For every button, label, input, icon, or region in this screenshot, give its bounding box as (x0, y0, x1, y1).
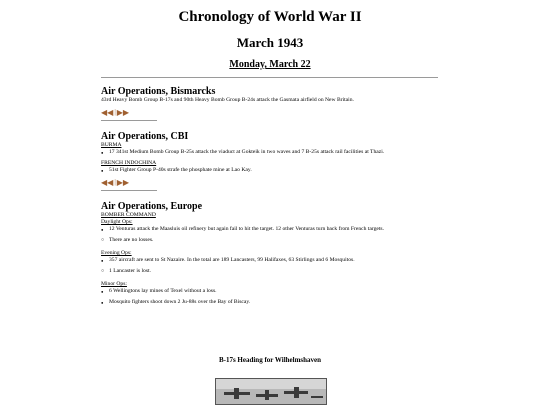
evening-list (101, 257, 441, 264)
list-item: ● 357 aircraft are sent to St Nazaire. In the total are 189 Lancasters, 99 Halifaxes, 63 Stirlings and 6 Mosquitos. (101, 257, 441, 264)
bomber-command-label: BOMBER COMMAND (101, 212, 156, 218)
nav-separator: | (114, 108, 116, 116)
date-heading: Monday, March 22 (229, 59, 311, 70)
list-item: ● 12 Venturas attack the Maasluis oil refinery but again fail to hit the target. 12 other Venturas turn back from French targets. (101, 226, 441, 233)
list-item: ● 6 Wellingtons lay mines of Texel without a loss. (101, 288, 441, 295)
section-divider (101, 120, 157, 121)
section-title: Air Operations, Bismarcks (101, 86, 216, 97)
list-item: ● 51st Fighter Group P-40s strafe the phosphate mine at Lao Kay. (101, 167, 441, 174)
photo-caption: B-17s Heading for Wilhelmshaven (218, 356, 322, 364)
b17-photo (215, 378, 327, 405)
month-heading: March 1943 (236, 35, 304, 50)
burma-label: BURMA (101, 142, 122, 148)
nav-separator: | (114, 178, 116, 186)
section-title: Air Operations, Europe (101, 201, 203, 212)
prev-nav-icon[interactable]: ◀◀ (101, 177, 114, 187)
section-europe (101, 201, 441, 306)
list-subitem: ○ 1 Lancaster is lost. (101, 268, 441, 275)
nav-bar (101, 108, 441, 117)
evening-sublist (101, 268, 441, 275)
indochina-label: FRENCH INDOCHINA (101, 160, 157, 166)
section-text: 43rd Heavy Bomb Group B-17s and 90th Heavy Bomb Group B-24s attack the Gasmata airfield on New Britain. (101, 97, 354, 103)
list-subitem: ○ There are no losses. (101, 237, 441, 244)
next-nav-icon[interactable]: ▶▶ (116, 177, 130, 187)
section-divider (101, 190, 157, 191)
minor-list (101, 288, 441, 306)
evening-ops-label: Evening Ops: (101, 250, 132, 256)
daylight-sublist (101, 237, 441, 244)
section-cbi (101, 131, 441, 191)
daylight-list (101, 226, 441, 233)
page-title: Chronology of World War II (178, 9, 362, 25)
section-bismarcks (101, 86, 441, 121)
daylight-ops-label: Daylight Ops: (101, 219, 133, 225)
list-item: ● 17 341st Medium Bomb Group B-25s attack the viaduct at Gokteik in two waves and 7 B-25s attack rail facilities at Thazi. (101, 149, 441, 156)
burma-list (101, 149, 441, 156)
section-title: Air Operations, CBI (101, 131, 189, 142)
aircraft-image-icon (216, 379, 326, 404)
indochina-list (101, 167, 441, 174)
next-nav-icon[interactable]: ▶▶ (116, 107, 130, 117)
content (101, 86, 441, 306)
prev-nav-icon[interactable]: ◀◀ (101, 107, 114, 117)
header-divider (101, 77, 438, 78)
minor-ops-label: Minor Ops: (101, 281, 127, 287)
nav-bar (101, 178, 441, 187)
list-item: ● Mosquito fighters shoot down 2 Ju-88s over the Bay of Biscay. (101, 299, 441, 306)
